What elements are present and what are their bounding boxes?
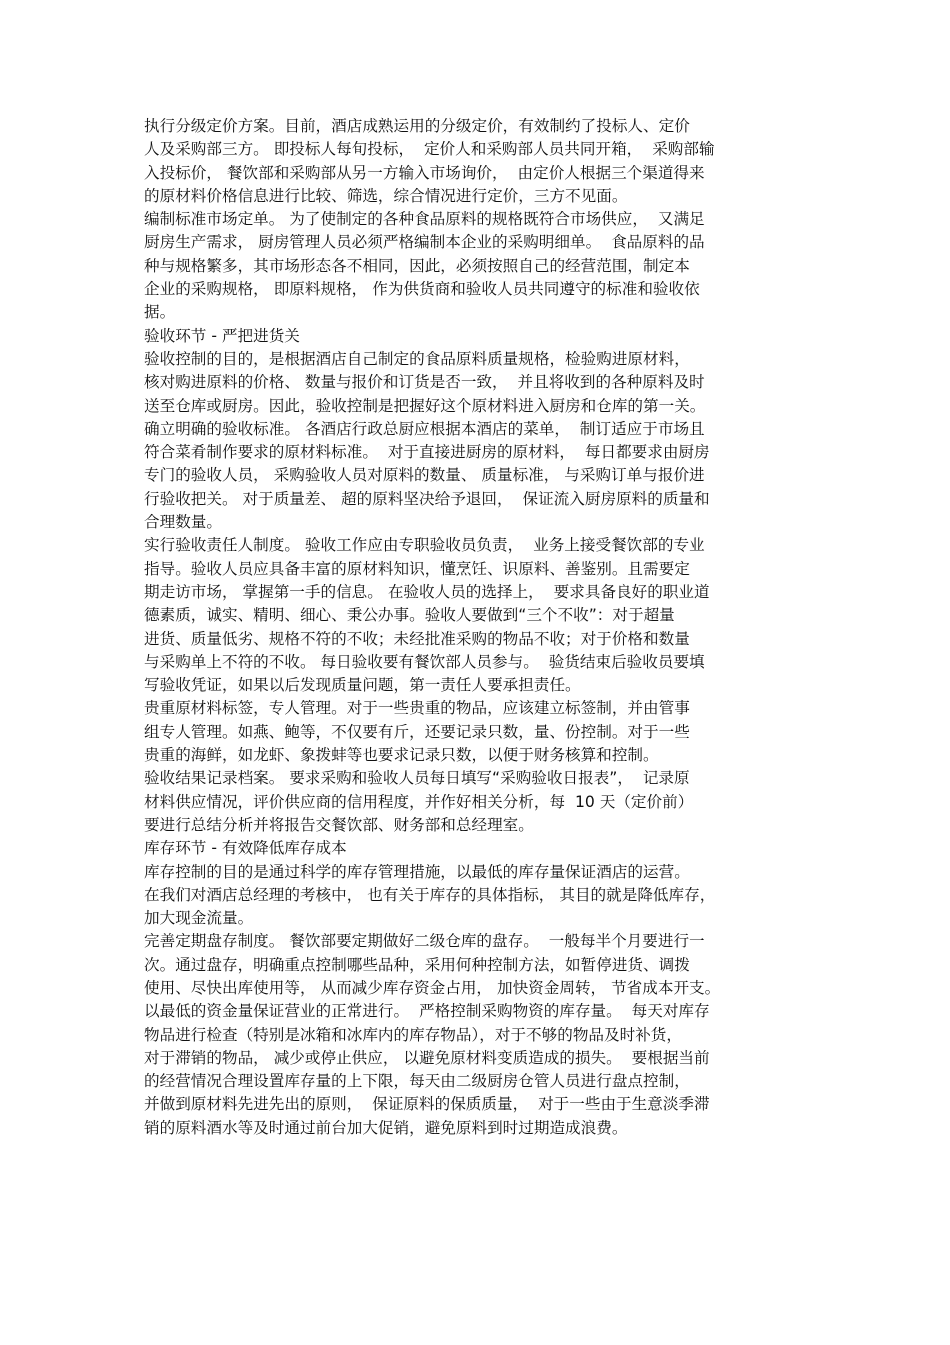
text-line: 加大现金流量。 [144, 909, 254, 928]
text-line: 库存控制的目的是通过科学的库存管理措施，以最低的库存量保证酒店的运营。 [144, 862, 690, 881]
text-line: 执行分级定价方案。目前，酒店成熟运用的分级定价，有效制约了投标人、定价 [144, 117, 690, 135]
section-heading-receiving: 验收环节 - 严把进货关 [144, 326, 300, 345]
text-line: 并做到原材料先进先出的原则， 保证原料的保质质量， 对于一些由于生意淡季滞 [144, 1095, 710, 1114]
text-line: 专门的验收人员， 采购验收人员对原料的数量、 质量标准， 与采购订单与报价进 [144, 466, 705, 485]
text-line: 贵重的海鲜，如龙虾、象拨蚌等也要求记录只数，以便于财务核算和控制。 [144, 746, 659, 765]
text-line: 完善定期盘存制度。 餐饮部要定期做好二级仓库的盘存。 一般每半个月要进行一 [144, 932, 705, 951]
text-line: 期走访市场， 掌握第一手的信息。 在验收人员的选择上， 要求具备良好的职业道 [144, 582, 710, 601]
text-line: 使用、尽快出库使用等， 从而减少库存资金占用， 加快资金周转， 节省成本开支。 [144, 978, 721, 997]
text-line: 入投标价， 餐饮部和采购部从另一方输入市场询价， 由定价人根据三个渠道得来 [144, 163, 705, 182]
text-line: 厨房生产需求， 厨房管理人员必须严格编制本企业的采购明细单。 食品原料的品 [144, 233, 705, 252]
text-line: 物品进行检查（特别是冰箱和冰库内的库存物品），对于不够的物品及时补货， [144, 1025, 682, 1044]
text-line: 指导。验收人员应具备丰富的原材料知识，懂烹饪、识原料、善鉴别。且需要定 [144, 559, 690, 578]
text-line: 组专人管理。如燕、鲍等，不仅要有斤，还要记录只数，量、份控制。对于一些 [144, 722, 690, 741]
text-line: 进货、质量低劣、规格不符的不收；未经批准采购的物品不收；对于价格和数量 [144, 629, 690, 648]
text-line: 送至仓库或厨房。因此，验收控制是把握好这个原材料进入厨房和仓库的第一关。 [144, 396, 706, 415]
text-line: 人及采购部三方。 即投标人每旬投标， 定价人和采购部人员共同开箱， 采购部输 [144, 140, 715, 159]
text-line: 要进行总结分析并将报告交餐饮部、财务部和总经理室。 [144, 815, 534, 834]
text-line: 确立明确的验收标准。 各酒店行政总厨应根据本酒店的菜单， 制订适应于市场且 [144, 419, 705, 438]
text-line: 与采购单上不符的不收。 每日验收要有餐饮部人员参与。 验货结束后验收员要填 [144, 652, 705, 671]
text-line: 德素质，诚实、精明、细心、秉公办事。验收人要做到“三个不收”：对于超量 [144, 606, 675, 625]
text-line: 据。 [144, 303, 176, 322]
text-line: 合理数量。 [144, 513, 222, 532]
text-line: 材料供应情况，评价供应商的信用程度，并作好相关分析，每 10 天（定价前） [144, 792, 694, 811]
text-line: 验收控制的目的，是根据酒店自己制定的食品原料质量规格，检验购进原材料， [144, 349, 690, 368]
text-line: 写验收凭证，如果以后发现质量问题，第一责任人要承担责任。 [144, 676, 581, 695]
text-line: 种与规格繁多，其市场形态各不相同，因此，必须按照自己的经营范围，制定本 [144, 256, 690, 275]
document-body [144, 115, 810, 1140]
text-line: 行验收把关。 对于质量差、 超的原料坚决给予退回， 保证流入厨房原料的质量和 [144, 489, 710, 508]
text-line: 核对购进原料的价格、 数量与报价和订货是否一致， 并且将收到的各种原料及时 [144, 373, 705, 392]
text-line: 对于滞销的物品， 减少或停止供应， 以避免原材料变质造成的损失。 要根据当前 [144, 1048, 710, 1067]
text-line: 在我们对酒店总经理的考核中， 也有关于库存的具体指标， 其目的就是降低库存， [144, 885, 716, 904]
text-line: 以最低的资金量保证营业的正常进行。 严格控制采购物资的库存量。 每天对库存 [144, 1002, 710, 1021]
section-heading-inventory: 库存环节 - 有效降低库存成本 [144, 839, 347, 858]
text-line: 的经营情况合理设置库存量的上下限，每天由二级厨房仓管人员进行盘点控制， [144, 1072, 690, 1091]
text-line: 的原材料价格信息进行比较、筛选，综合情况进行定价，三方不见面。 [144, 186, 628, 205]
text-line: 贵重原材料标签，专人管理。对于一些贵重的物品，应该建立标签制，并由管事 [144, 699, 690, 718]
text-line: 实行验收责任人制度。 验收工作应由专职验收员负责， 业务上接受餐饮部的专业 [144, 536, 705, 555]
text-line: 销的原料酒水等及时通过前台加大促销，避免原料到时过期造成浪费。 [144, 1118, 628, 1137]
text-line: 编制标准市场定单。 为了使制定的各种食品原料的规格既符合市场供应， 又满足 [144, 210, 705, 229]
text-line: 企业的采购规格， 即原料规格， 作为供货商和验收人员共同遵守的标准和验收依 [144, 280, 700, 299]
text-line: 符合菜肴制作要求的原材料标准。 对于直接进厨房的原材料， 每日都要求由厨房 [144, 443, 710, 462]
text-line: 次。通过盘存，明确重点控制哪些品种，采用何种控制方法，如暂停进货、调拨 [144, 955, 690, 974]
text-line: 验收结果记录档案。 要求采购和验收人员每日填写“采购验收日报表”， 记录原 [144, 769, 690, 788]
